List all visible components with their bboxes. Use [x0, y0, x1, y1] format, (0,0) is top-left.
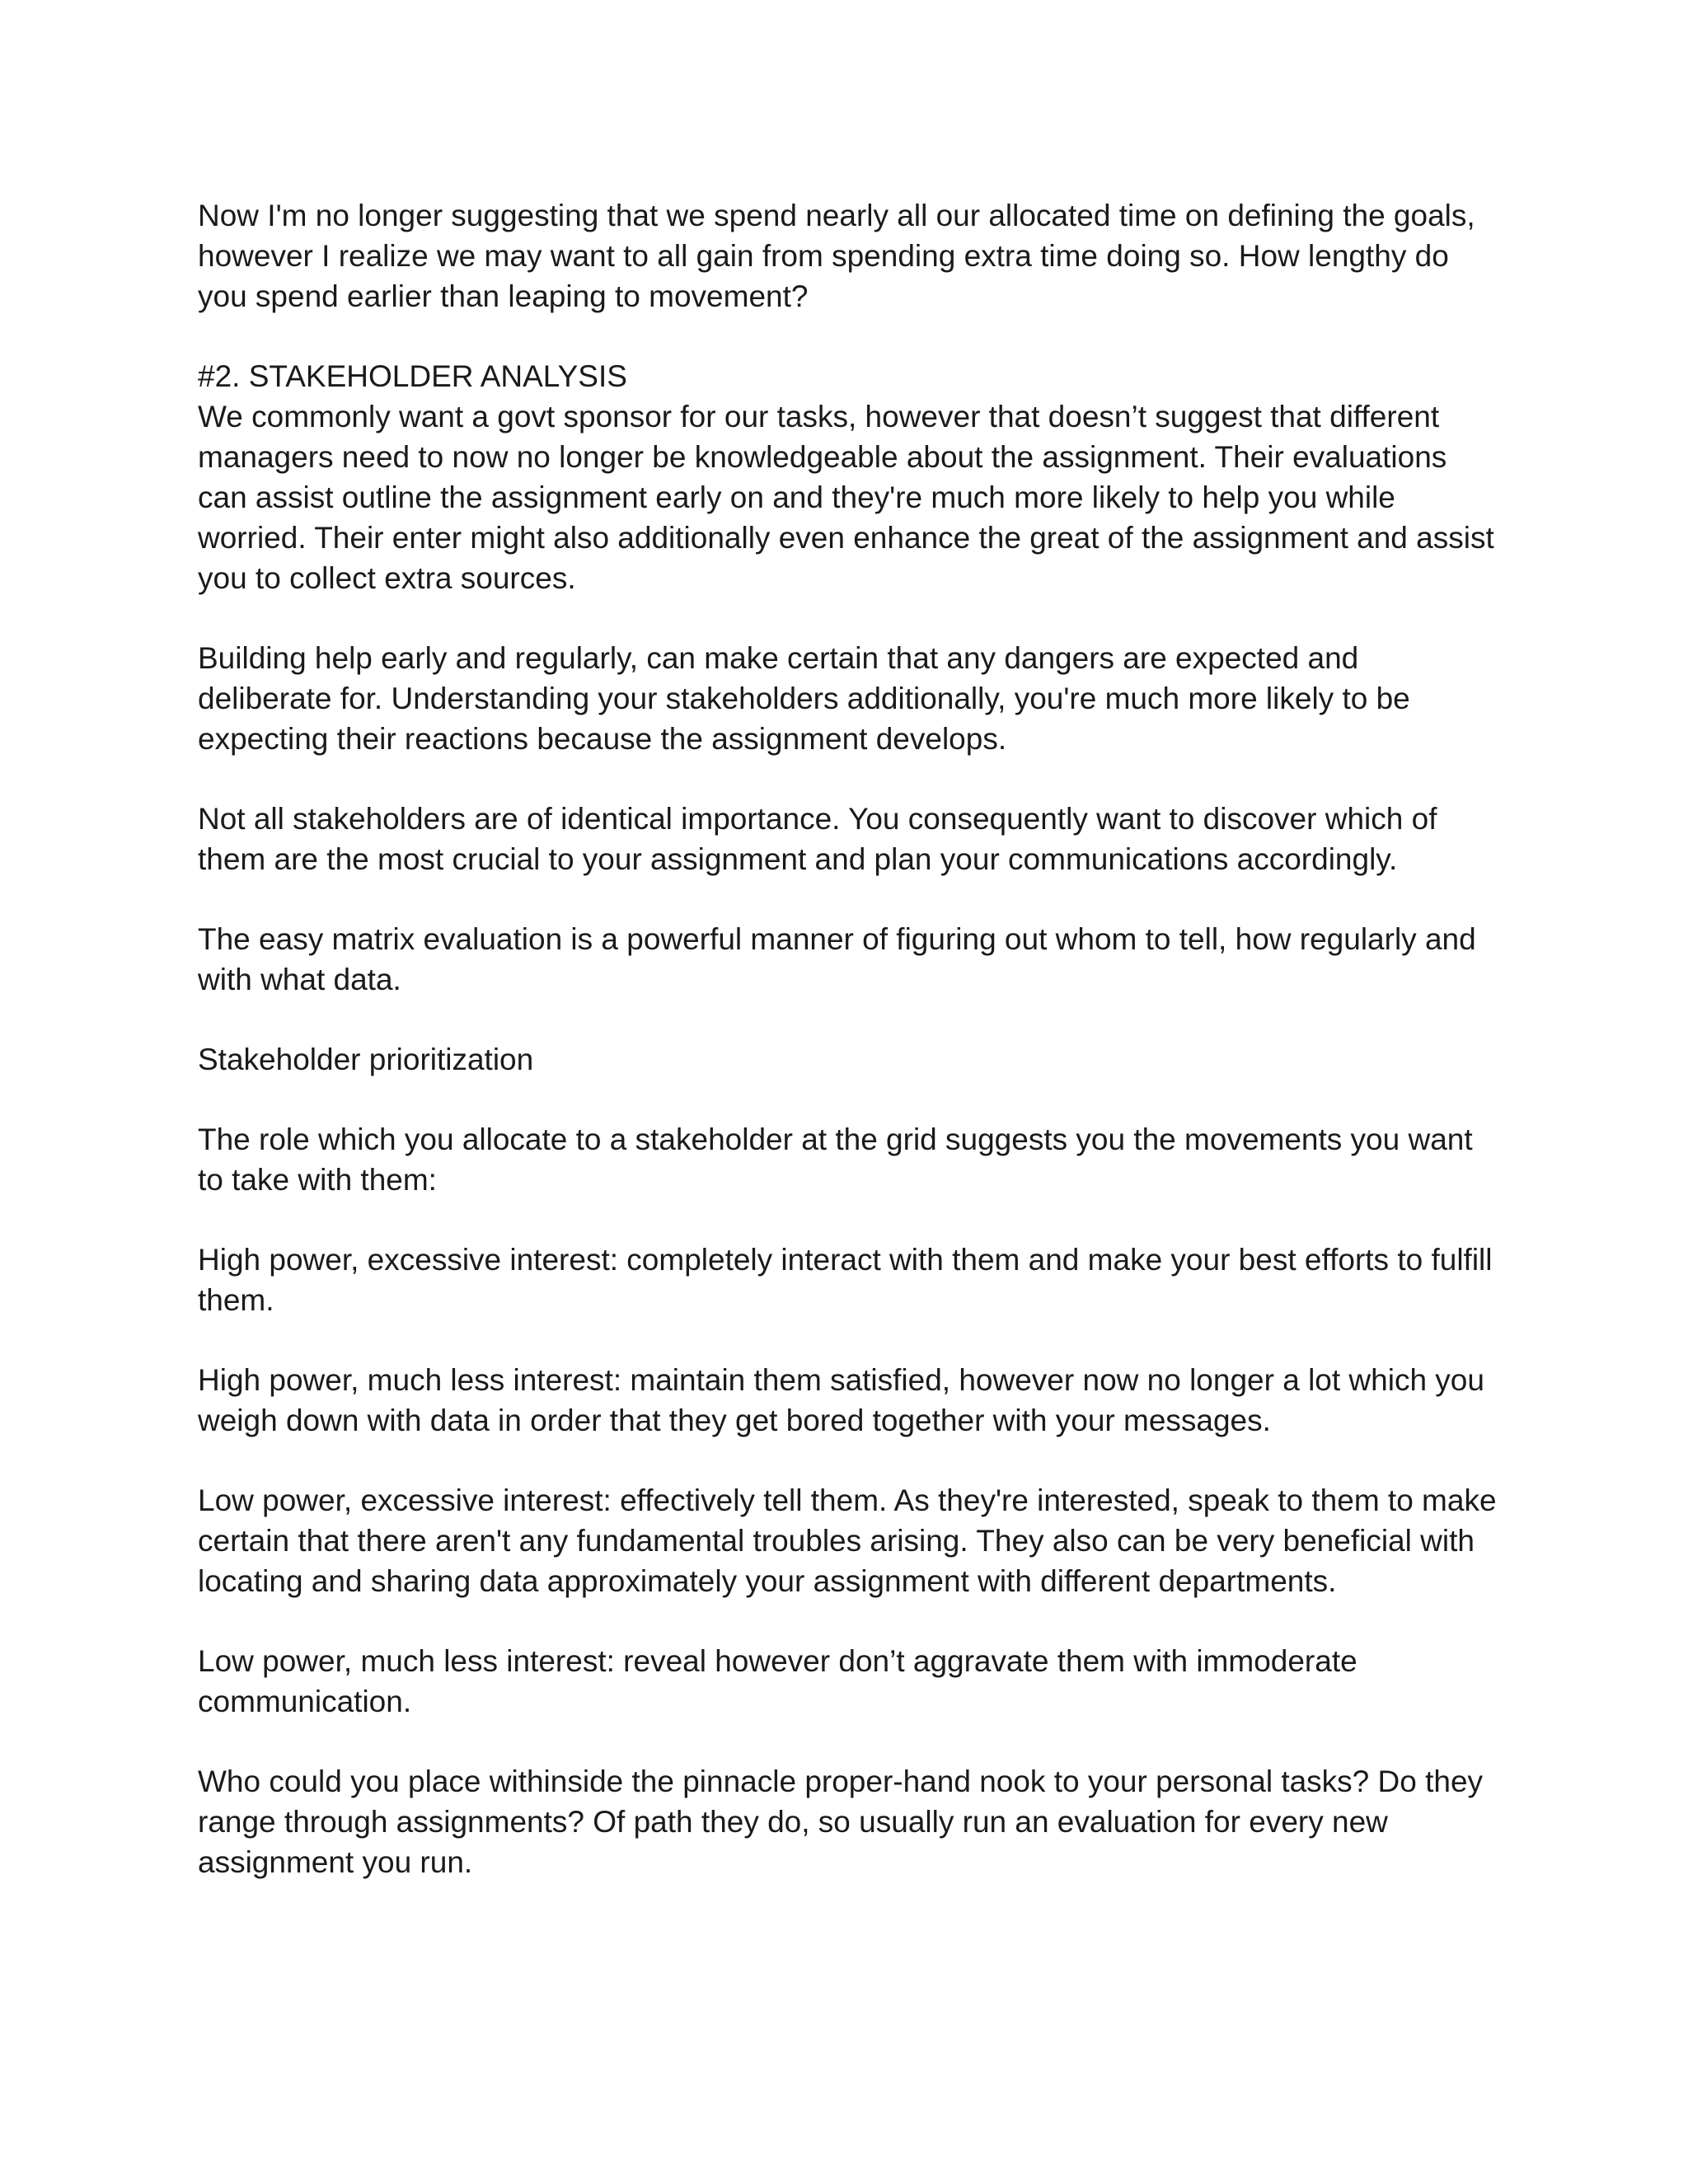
section-heading: #2. STAKEHOLDER ANALYSIS — [198, 359, 627, 393]
paragraph-high-high: High power, excessive interest: completely interact with them and make your best efforts to fulfill them. — [198, 1243, 1493, 1317]
paragraph-stakeholder-sponsor: We commonly want a govt sponsor for our tasks, however that doesn’t suggest that different managers need to now no longer be knowledgeable about the assignment. Their evaluations can assist outline the assignment early on and they're much more likely to help you while worried. Their enter might also additionally even enhance the great of the assignment and assist you to collect extra sources. — [198, 400, 1494, 595]
paragraph-intro: Now I'm no longer suggesting that we spend nearly all our allocated time on defining the goals, however I realize we may want to all gain from spending extra time doing so. How lengthy do you spend earlier than leaping to movement? — [198, 199, 1475, 313]
paragraph-role: The role which you allocate to a stakeholder at the grid suggests you the movements you want to take with them: — [198, 1122, 1473, 1197]
subheading-prioritization: Stakeholder prioritization — [198, 1043, 534, 1076]
paragraph-low-high: Low power, excessive interest: effectively tell them. As they're interested, speak to them to make certain that there aren't any fundamental troubles arising. They also can be very beneficial with locating and sharing data approximately your assignment with different departments. — [198, 1483, 1497, 1598]
document-body — [198, 195, 1500, 1922]
paragraph-building-help: Building help early and regularly, can make certain that any dangers are expected and deliberate for. Understanding your stakeholders additionally, you're much more likely to be expecting their reactions because the assignment develops. — [198, 641, 1410, 756]
paragraph-importance: Not all stakeholders are of identical importance. You consequently want to discover which of them are the most crucial to your assignment and plan your communications accordingly. — [198, 802, 1437, 876]
paragraph-high-low: High power, much less interest: maintain them satisfied, however now no longer a lot which you weigh down with data in order that they get bored together with your messages. — [198, 1363, 1484, 1437]
paragraph-low-low: Low power, much less interest: reveal however don’t aggravate them with immoderate communication. — [198, 1644, 1357, 1718]
paragraph-matrix: The easy matrix evaluation is a powerful manner of figuring out whom to tell, how regularly and with what data. — [198, 922, 1476, 996]
paragraph-conclusion: Who could you place withinside the pinnacle proper-hand nook to your personal tasks? Do they range through assignments? Of path they do, so usually run an evaluation for every new assignment you run. — [198, 1765, 1484, 1879]
